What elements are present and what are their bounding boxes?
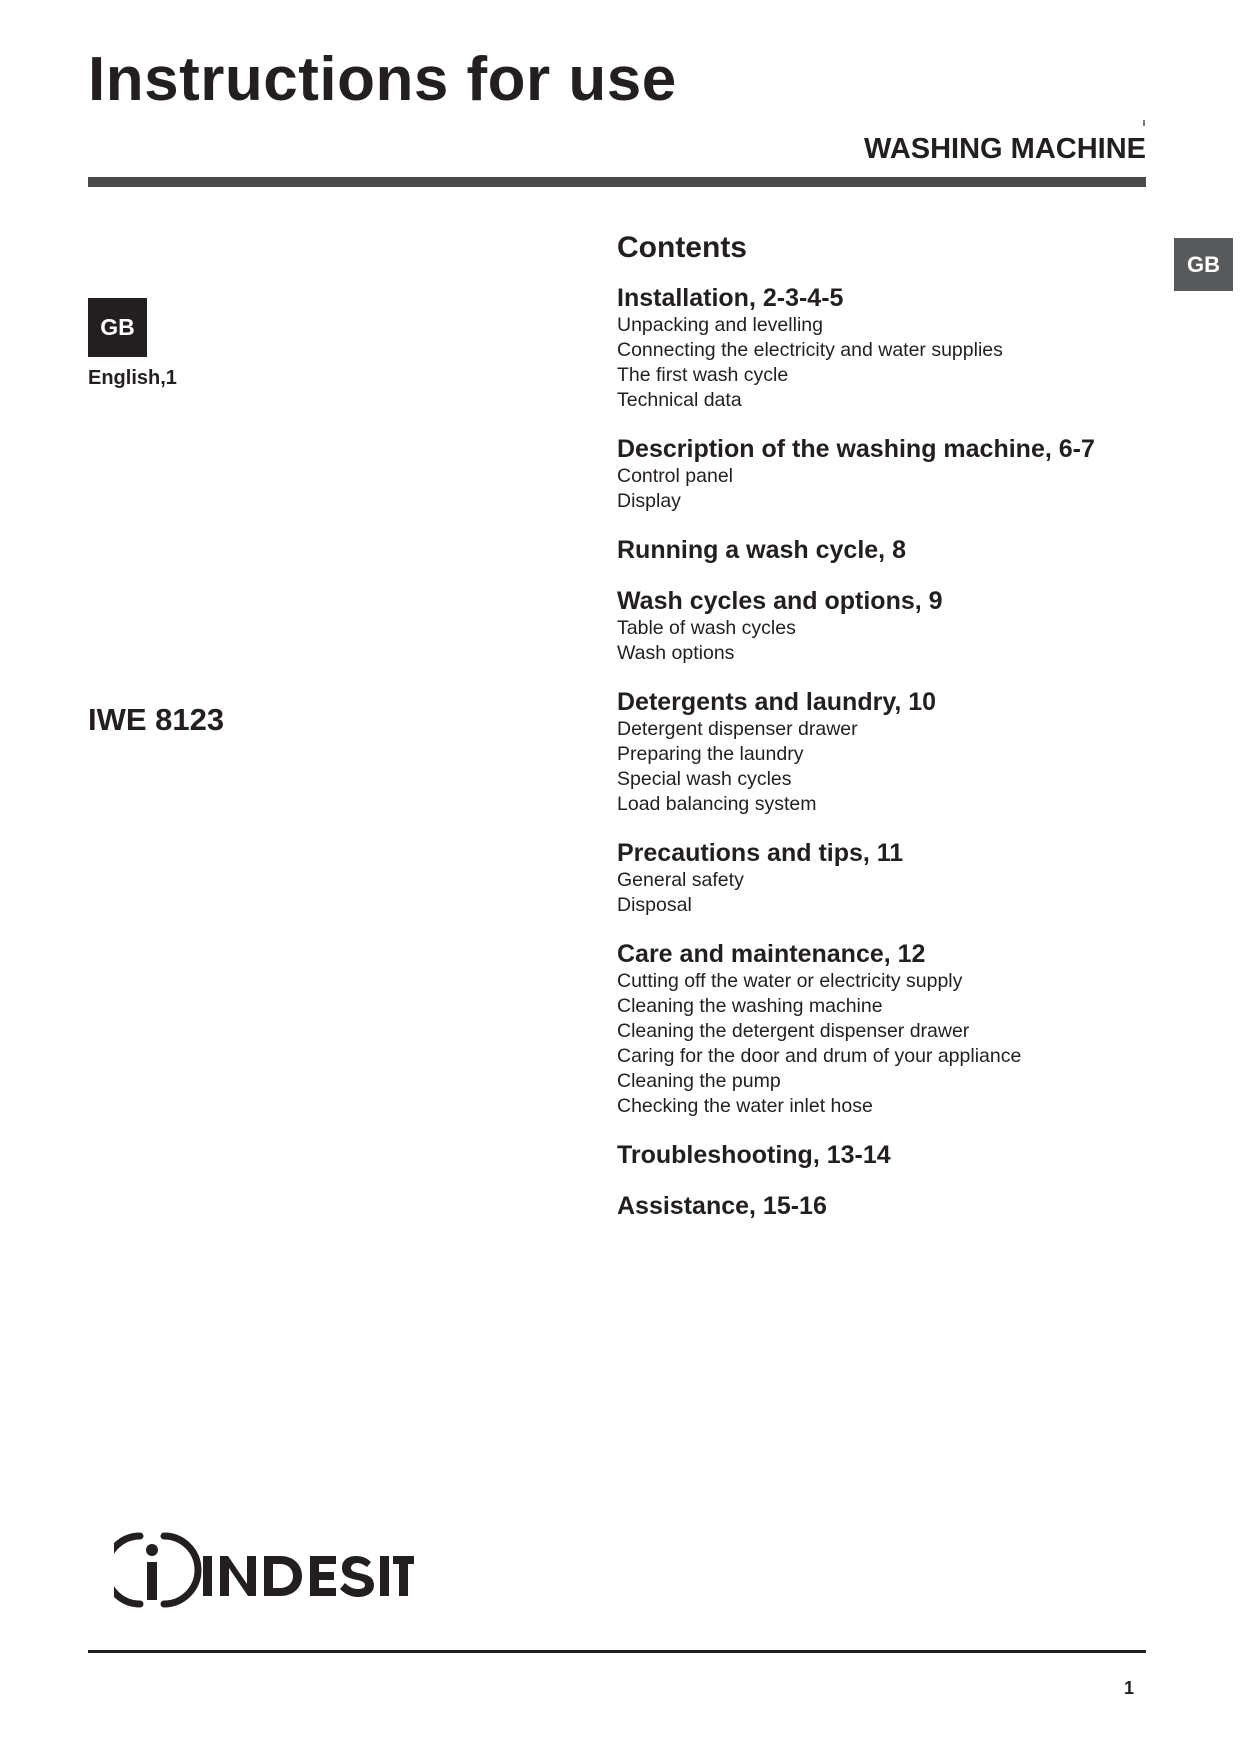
crop-mark <box>1143 120 1145 126</box>
indesit-logo <box>114 1528 414 1612</box>
section-item: Checking the water inlet hose <box>617 1095 873 1117</box>
section-item: Cutting off the water or electricity supply <box>617 970 963 992</box>
section-item: Table of wash cycles <box>617 617 796 639</box>
section-heading: Installation, 2-3-4-5 <box>617 284 844 312</box>
model-number: IWE 8123 <box>88 702 225 737</box>
table-of-contents <box>617 228 1177 1243</box>
section-item: Load balancing system <box>617 793 817 815</box>
language-page-ref: English,1 <box>88 367 177 389</box>
section-item: Caring for the door and drum of your appliance <box>617 1045 1022 1067</box>
contents-section <box>617 1192 1177 1221</box>
language-badge: GB <box>88 298 147 357</box>
section-item: Disposal <box>617 894 692 916</box>
section-item: Display <box>617 490 681 512</box>
logo-text: INDESIT <box>114 1528 118 1529</box>
contents-section <box>617 536 1177 565</box>
section-item: Detergent dispenser drawer <box>617 718 858 740</box>
page-number: 1 <box>1124 1678 1135 1698</box>
contents-section <box>617 284 1177 413</box>
section-item: Special wash cycles <box>617 768 792 790</box>
section-item: Unpacking and levelling <box>617 314 823 336</box>
section-heading: Care and maintenance, 12 <box>617 940 926 968</box>
footer-rule <box>88 1650 1146 1653</box>
contents-section <box>617 688 1177 817</box>
contents-section <box>617 839 1177 918</box>
section-item: Connecting the electricity and water supplies <box>617 339 1003 361</box>
section-item: Cleaning the detergent dispenser drawer <box>617 1020 970 1042</box>
section-heading: Assistance, 15-16 <box>617 1192 827 1220</box>
contents-section <box>617 1141 1177 1170</box>
section-heading: Description of the washing machine, 6-7 <box>617 435 1095 463</box>
section-item: General safety <box>617 869 744 891</box>
contents-title: Contents <box>617 231 747 264</box>
section-heading: Wash cycles and options, 9 <box>617 587 943 615</box>
section-item: Cleaning the pump <box>617 1070 781 1092</box>
section-item: Technical data <box>617 389 742 411</box>
contents-sections <box>617 284 1177 1221</box>
section-heading: Detergents and laundry, 10 <box>617 688 937 716</box>
language-side-tab: GB <box>1174 238 1233 291</box>
page-title: Instructions for use <box>88 45 677 114</box>
contents-section <box>617 435 1177 514</box>
section-item: The first wash cycle <box>617 364 789 386</box>
section-heading: Running a wash cycle, 8 <box>617 536 906 564</box>
contents-section <box>617 940 1177 1119</box>
header-rule <box>88 177 1146 187</box>
section-item: Wash options <box>617 642 735 664</box>
section-item: Cleaning the washing machine <box>617 995 883 1017</box>
section-heading: Precautions and tips, 11 <box>617 839 904 867</box>
product-type: WASHING MACHINE <box>864 133 1146 165</box>
contents-section <box>617 587 1177 666</box>
section-item: Control panel <box>617 465 733 487</box>
section-heading: Troubleshooting, 13-14 <box>617 1141 891 1169</box>
section-item: Preparing the laundry <box>617 743 804 765</box>
